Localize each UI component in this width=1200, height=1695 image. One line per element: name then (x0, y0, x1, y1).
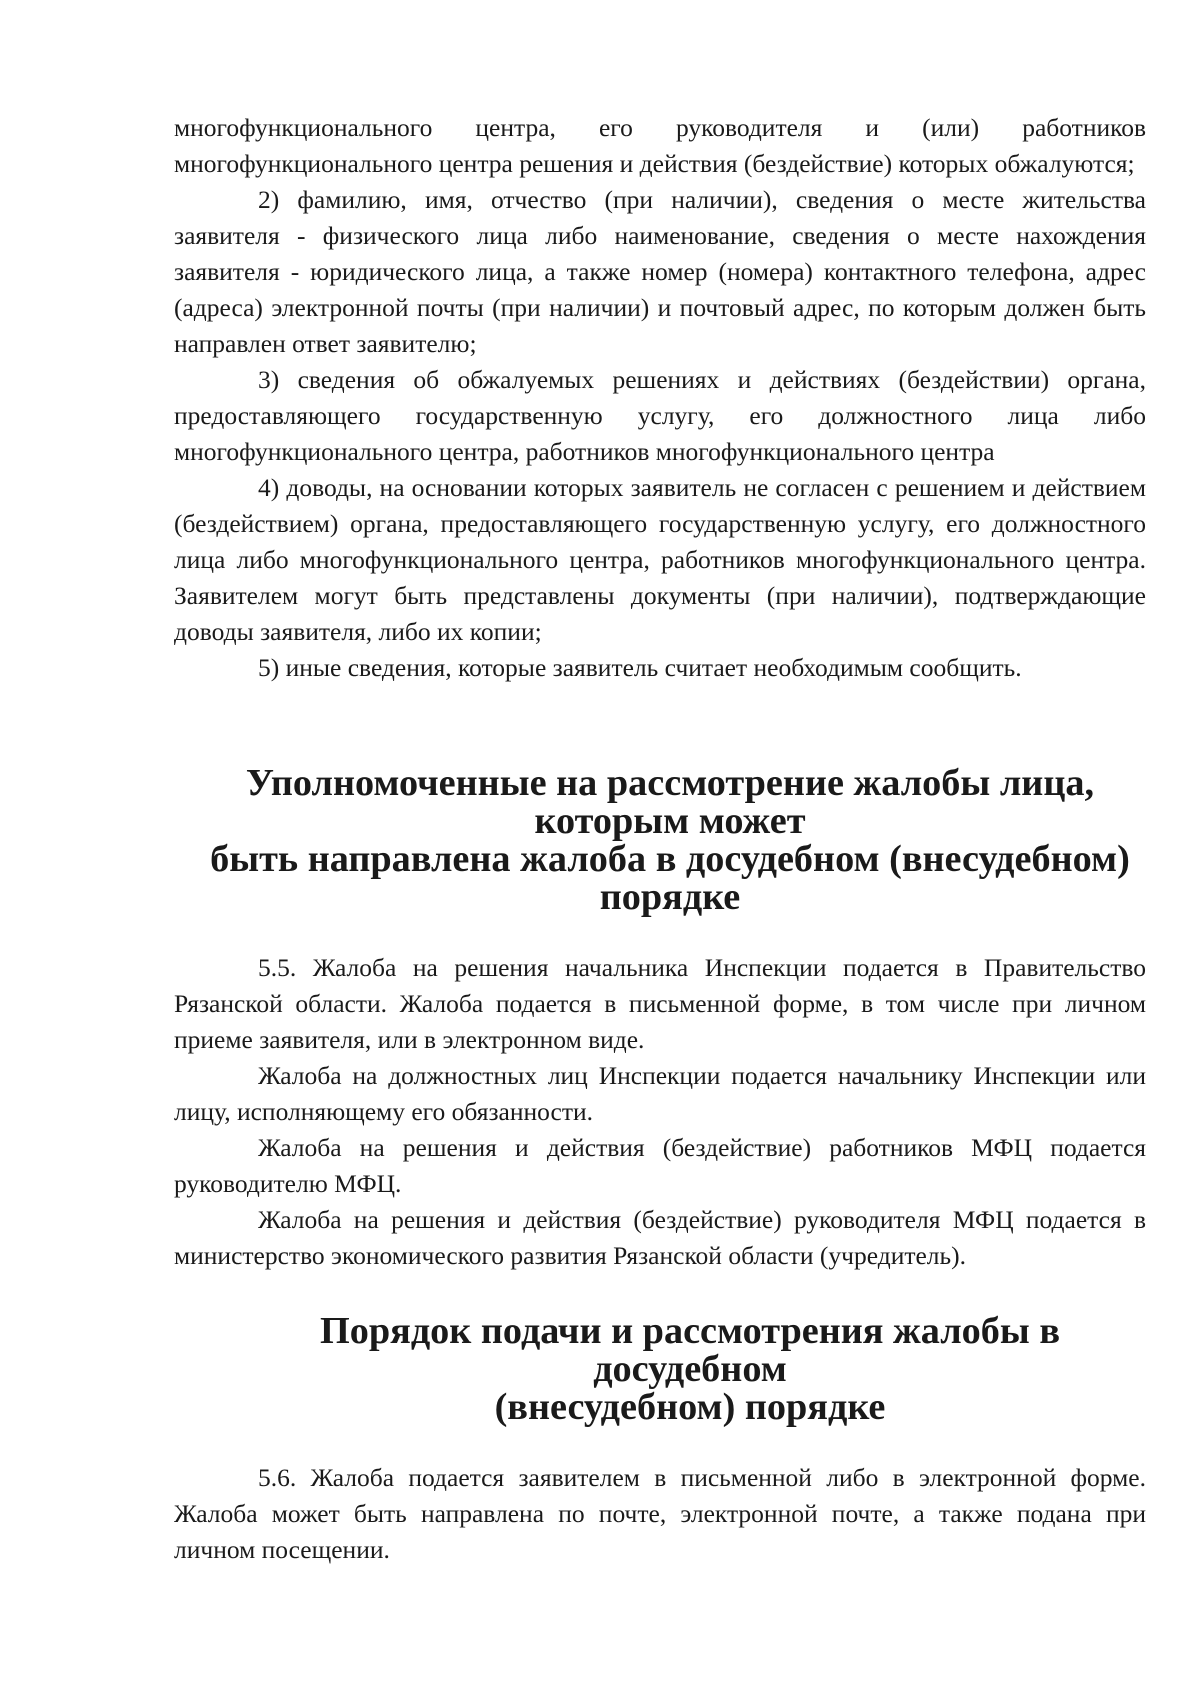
paragraph: Жалоба на решения и действия (бездействие) руководителя МФЦ подается в министерство экономического развития Рязанской области (учредитель). (174, 1205, 1146, 1270)
paragraph: Жалоба на должностных лиц Инспекции подается начальнику Инспекции или лицу, исполняющему его обязанности. (174, 1061, 1146, 1126)
heading-line: Порядок подачи и рассмотрения жалобы в досудебном (319, 1310, 1061, 1390)
heading-line: (внесудебном) порядке (494, 1386, 886, 1428)
list-item-2: 2) фамилию, имя, отчество (при наличии), сведения о месте жительства заявителя - физического лица либо наименование, сведения о месте нахождения заявителя - юридического лица, а также номер (номера) контактного телефона, адрес (адреса) электронной почты (при наличии) и почтовый адрес, по которым должен быть направлен ответ заявителю; (174, 185, 1146, 358)
paragraph-continuation: многофункционального центра, его руководителя и (или) работников многофункционального центра решения и действия (бездействие) которых обжалуются; (174, 113, 1146, 178)
paragraph-5-5: 5.5. Жалоба на решения начальника Инспекции подается в Правительство Рязанской области. Жалоба подается в письменной форме, в том числе при личном приеме заявителя, или в электронном виде. (174, 953, 1146, 1054)
heading-line: быть направлена жалоба в досудебном (внесудебном) порядке (210, 838, 1130, 918)
list-item-4: 4) доводы, на основании которых заявитель не согласен с решением и действием (бездействием) органа, предоставляющего государственную услугу, его должностного лица либо многофункционального центра, работников многофункционального центра. Заявителем могут быть представлены документы (при наличии), подтверждающие доводы заявителя, либо их копии; (174, 473, 1146, 646)
section-heading-filing-procedure (174, 1312, 1146, 1426)
paragraph: Жалоба на решения и действия (бездействие) работников МФЦ подается руководителю МФЦ. (174, 1133, 1146, 1198)
list-item-5: 5) иные сведения, которые заявитель считает необходимым сообщить. (258, 653, 1022, 682)
section-heading-authorized-persons (174, 764, 1146, 916)
list-item-3: 3) сведения об обжалуемых решениях и действиях (бездействии) органа, предоставляющего государственную услугу, его должностного лица либо многофункционального центра, работников многофункционального центра (174, 365, 1146, 466)
document-body (174, 110, 1146, 1568)
heading-line: Уполномоченные на рассмотрение жалобы лица, которым может (245, 762, 1095, 842)
paragraph-5-6: 5.6. Жалоба подается заявителем в письменной либо в электронной форме. Жалоба может быть направлена по почте, электронной почте, а также подана при личном посещении. (174, 1463, 1146, 1564)
